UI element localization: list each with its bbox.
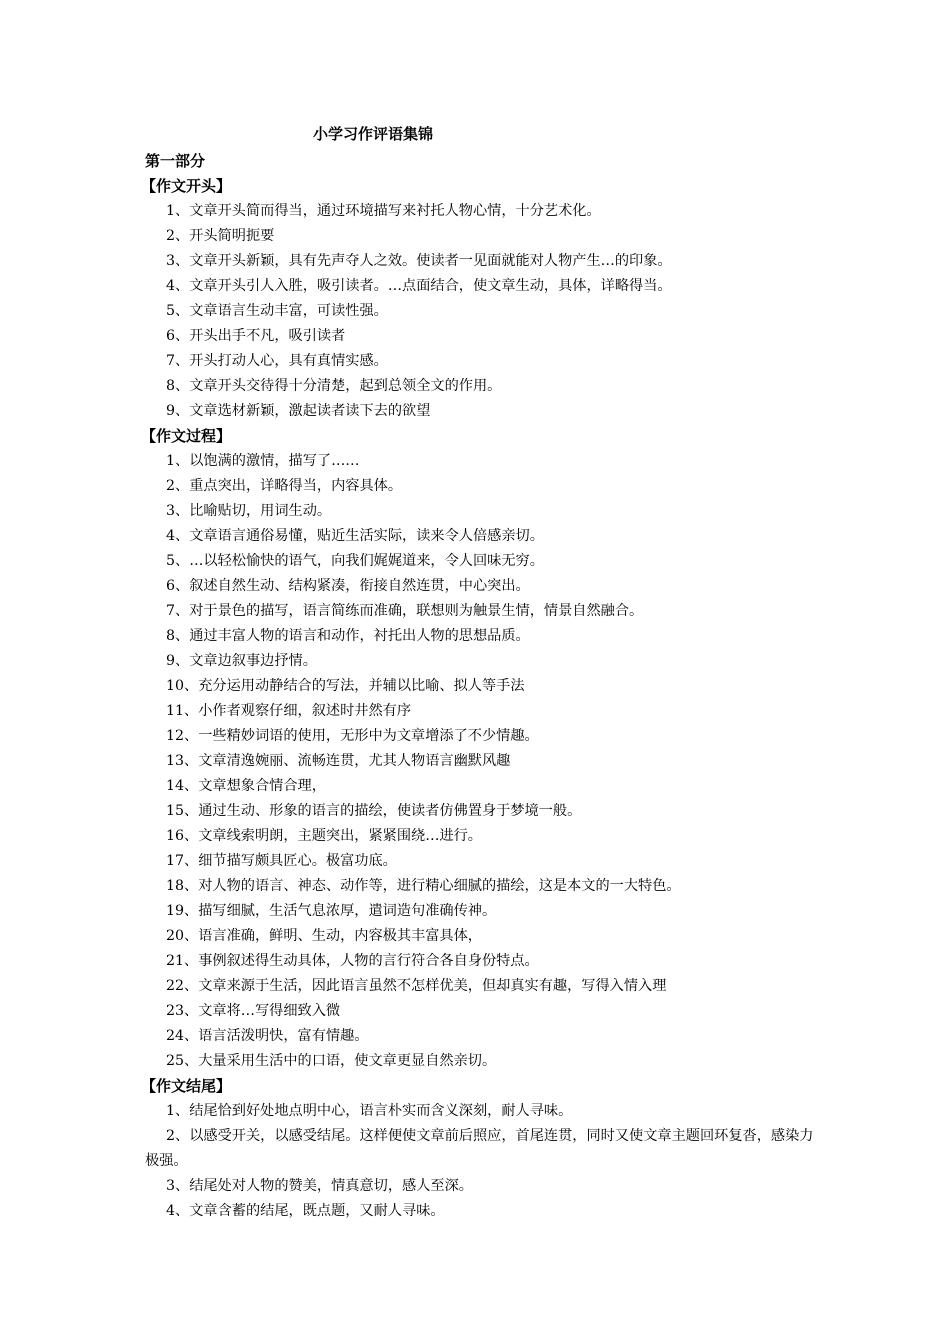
comment-item: 9、文章边叙事边抒情。 [166,653,317,669]
document-title: 小学习作评语集锦 [313,125,434,143]
comment-item: 21、事例叙述得生动具体，人物的言行符合各自身份特点。 [166,953,539,969]
section-heading: 【作文结尾】 [141,1077,232,1095]
comment-item: 8、通过丰富人物的语言和动作，衬托出人物的思想品质。 [166,628,530,644]
comment-item: 5、…以轻松愉快的语气，向我们娓娓道来，令人回味无穷。 [166,553,544,569]
comment-item: 2、开头简明扼要 [166,228,275,244]
section-heading: 【作文开头】 [141,177,232,195]
part-title: 第一部分 [145,152,206,170]
comment-item: 5、文章语言生动丰富，可读性强。 [166,303,388,319]
comment-item: 6、叙述自然生动、结构紧凑，衔接自然连贯，中心突出。 [166,578,530,594]
document-page [141,122,817,1224]
comment-item: 18、对人物的语言、神态、动作等，进行精心细腻的描绘，这是本文的一大特色。 [166,878,681,894]
comment-item: 7、开头打动人心，具有真情实感。 [166,353,388,369]
comment-item: 4、文章语言通俗易懂，贴近生活实际，读来令人倍感亲切。 [166,528,544,544]
comment-item: 23、文章将…写得细致入微 [166,1003,341,1019]
comment-item: 19、描写细腻，生活气息浓厚，遣词造句准确传神。 [166,903,497,919]
comment-item: 17、细节描写颇具匠心。极富功底。 [166,853,397,869]
comment-item: 14、文章想象合情合理， [166,778,326,794]
comment-item: 13、文章清逸婉丽、流畅连贯，尤其人物语言幽默风趣 [166,753,511,769]
comment-item: 6、开头出手不凡，吸引读者 [166,328,346,344]
comment-item: 2、重点突出，详略得当，内容具体。 [166,478,403,494]
comment-item: 3、文章开头新颖，具有先声夺人之效。使读者一见面就能对人物产生…的印象。 [166,253,672,269]
comment-item: 1、以饱满的激情，描写了…… [166,453,360,469]
comment-item: 1、结尾恰到好处地点明中心，语言朴实而含义深刻，耐人寻味。 [166,1103,573,1119]
comment-item: 20、语言准确，鲜明、生动，内容极其丰富具体， [166,928,482,944]
comment-item: 3、结尾处对人物的赞美，情真意切，感人至深。 [166,1178,473,1194]
comment-item: 11、小作者观察仔细，叙述时井然有序 [166,703,412,719]
sections-container [141,174,817,1224]
comment-item: 10、充分运用动静结合的写法，并辅以比喻、拟人等手法 [166,678,525,694]
comment-item: 4、文章含蓄的结尾，既点题，又耐人寻味。 [166,1203,445,1219]
comment-item: 15、通过生动、形象的语言的描绘，使读者仿佛置身于梦境一般。 [166,803,582,819]
comment-item: 7、对于景色的描写，语言简练而准确，联想则为触景生情，情景自然融合。 [166,603,644,619]
comment-item: 3、比喻贴切，用词生动。 [166,503,332,519]
comment-item: 8、文章开头交待得十分清楚，起到总领全文的作用。 [166,378,502,394]
comment-item: 9、文章选材新颖，激起读者读下去的欲望 [166,403,431,419]
comment-item: 25、大量采用生活中的口语，使文章更显自然亲切。 [166,1053,497,1069]
comment-item: 16、文章线索明朗，主题突出，紧紧围绕…进行。 [166,828,482,844]
comment-item: 2、以感受开关，以感受结尾。这样便使文章前后照应，首尾连贯，同时又使文章主题回环复沓，感染力极强。 [145,1128,814,1169]
comment-item: 22、文章来源于生活，因此语言虽然不怎样优美，但却真实有趣，写得入情入理 [166,978,667,994]
comment-item: 12、一些精妙词语的使用，无形中为文章增添了不少情趣。 [166,728,539,744]
comment-item: 1、文章开头简而得当，通过环境描写来衬托人物心情，十分艺术化。 [166,203,601,219]
comment-item: 24、语言活泼明快，富有情趣。 [166,1028,369,1044]
comment-item: 4、文章开头引人入胜，吸引读者。…点面结合，使文章生动，具体，详略得当。 [166,278,672,294]
section-heading: 【作文过程】 [141,427,232,445]
